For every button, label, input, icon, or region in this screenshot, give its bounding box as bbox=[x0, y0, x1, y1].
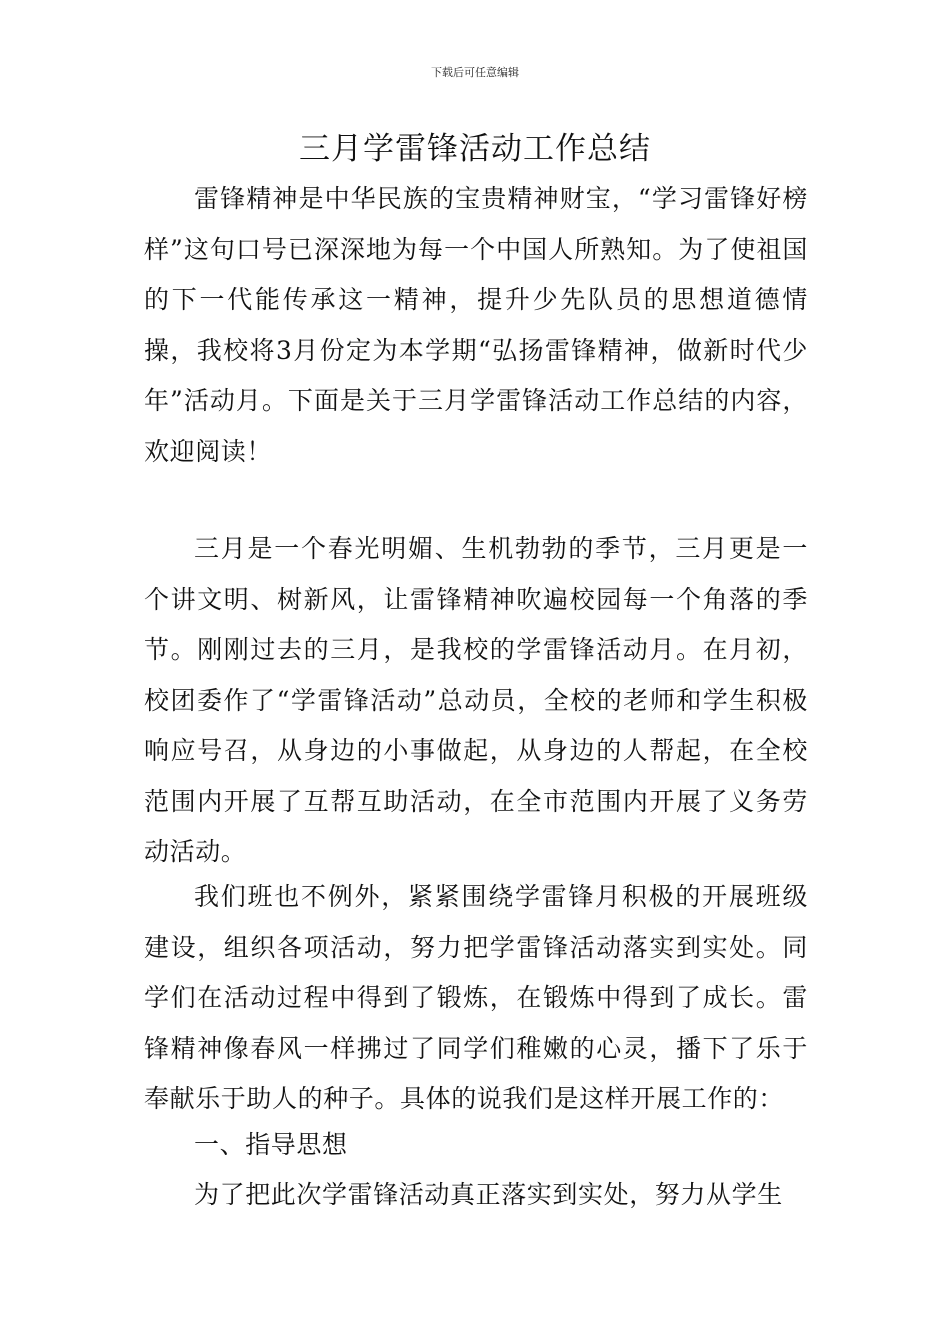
body-paragraph-guiding: 为了把此次学雷锋活动真正落实到实处，努力从学生 bbox=[194, 1180, 783, 1209]
body-paragraph-class: 我们班也不例外，紧紧围绕学雷锋月积极的开展班级建设，组织各项活动，努力把学雷锋活动落实到实处。同学们在活动过程中得到了锻炼，在锻炼中得到了成长。雷锋精神像春风一样拂过了同学们稚嫩的心灵，播下了乐于奉献乐于助人的种子。具体的说我们是这样开展工作的： bbox=[144, 882, 808, 1113]
document-title: 三月学雷锋活动工作总结 bbox=[299, 131, 651, 167]
intro-paragraph: 雷锋精神是中华民族的宝贵精神财宝，“学习雷锋好榜样”这句口号已深深地为每一个中国人所熟知。为了使祖国的下一代能传承这一精神，提升少先队员的思想道德情操，我校将3月份定为本学期“弘扬雷锋精神，做新时代少年”活动月。下面是关于三月学雷锋活动工作总结的内容，欢迎阅读！ bbox=[144, 184, 808, 466]
section-heading-guiding-ideology: 一、指导思想 bbox=[194, 1130, 348, 1159]
page-header-note: 下载后可任意编辑 bbox=[431, 66, 519, 79]
body-paragraph-march: 三月是一个春光明媚、生机勃勃的季节，三月更是一个讲文明、树新风，让雷锋精神吹遍校园每一个角落的季节。刚刚过去的三月，是我校的学雷锋活动月。在月初，校团委作了“学雷锋活动”总动员，全校的老师和学生积极响应号召，从身边的小事做起，从身边的人帮起，在全校范围内开展了互帮互助活动，在全市范围内开展了义务劳动活动。 bbox=[144, 534, 808, 866]
